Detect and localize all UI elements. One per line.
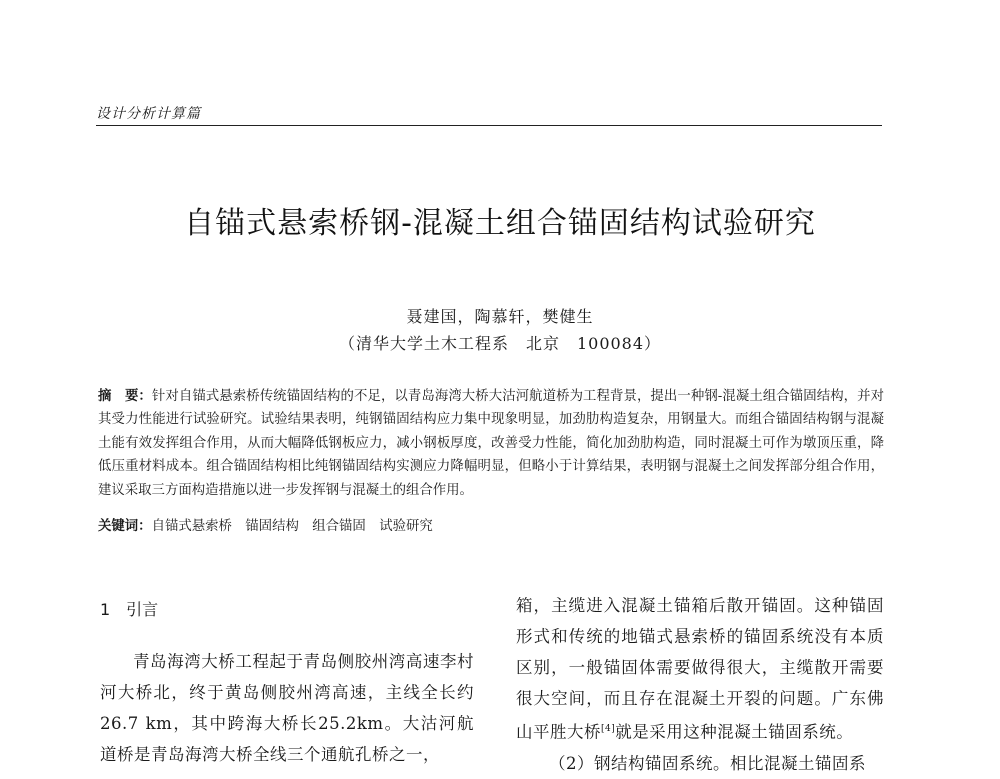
body-text-segment: 就是采用这种混凝土锚固系统。 xyxy=(615,722,854,742)
body-text-segment: 箱，主缆进入混凝土锚箱后散开锚固。这种锚固形式和传统的地锚式悬索桥的锚固系统没有本质区别，一般锚固体需要做得很大，主缆散开需要很大空间，而且存在混凝土开裂的问题。广东佛山平胜大桥 xyxy=(516,596,884,742)
paper-title: 自锚式悬索桥钢-混凝土组合锚固结构试验研究 xyxy=(184,206,816,241)
section-heading-introduction: 1 引言 xyxy=(100,600,159,619)
affiliation: （清华大学土木工程系 北京 100084） xyxy=(338,334,662,353)
abstract xyxy=(98,385,884,502)
right-column xyxy=(516,590,884,779)
body-paragraph: 青岛海湾大桥工程起于青岛侧胶州湾高速李村河大桥北，终于黄岛侧胶州湾高速，主线全长约26.7 km，其中跨海大桥长25.2km。大沽河航道桥是青岛海湾大桥全线三个通航孔桥之一， xyxy=(100,652,474,764)
abstract-label: 摘 要： xyxy=(98,388,152,404)
keywords-text: 自锚式悬索桥 锚固结构 组合锚固 试验研究 xyxy=(151,519,433,534)
body-paragraph: （2）钢结构锚固系统。相比混凝土锚固系 xyxy=(549,753,866,773)
abstract-text: 针对自锚式悬索桥传统锚固结构的不足，以青岛海湾大桥大沽河航道桥为工程背景，提出一种钢-混凝土组合锚固结构，并对其受力性能进行试验研究。试验结果表明，纯钢锚固结构应力集中现象明显，加劲肋构造复杂，用钢量大。而组合锚固结构钢与混凝土能有效发挥组合作用，从而大幅降低钢板应力，减小钢板厚度，改善受力性能，简化加劲肋构造，同时混凝土可作为墩顶压重，降低压重材料成本。组合锚固结构相比纯钢锚固结构实测应力降幅明显，但略小于计算结果，表明钢与混凝土之间发挥部分组合作用，建议采取三方面构造措施以进一步发挥钢与混凝土的组合作用。 xyxy=(98,389,885,498)
body-paragraph xyxy=(516,590,884,748)
author-list: 聂建国，陶慕轩，樊健生 xyxy=(406,307,594,326)
keywords xyxy=(98,515,884,538)
keywords-label: 关键词： xyxy=(98,518,152,534)
left-column xyxy=(100,598,474,770)
header-rule xyxy=(96,125,882,126)
running-head: 设计分析计算篇 xyxy=(96,106,201,122)
citation-reference: [4] xyxy=(601,724,616,734)
